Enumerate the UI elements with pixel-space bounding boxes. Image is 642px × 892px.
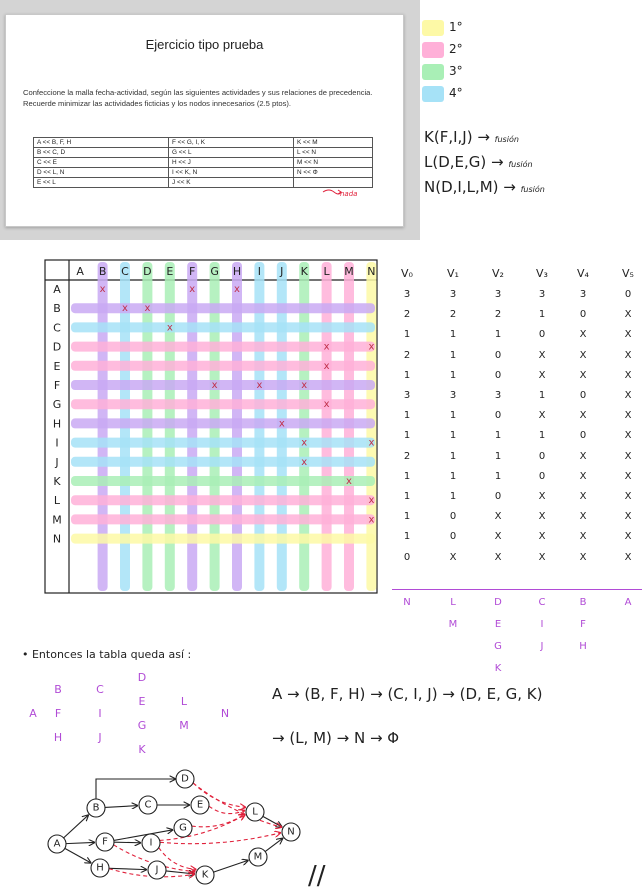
precedence-row: [34, 158, 373, 168]
column-header: D: [143, 265, 152, 278]
row-strip: [71, 322, 375, 332]
fusion-note: [424, 128, 519, 146]
v-cell: 1: [494, 470, 502, 482]
v-cell: 0: [538, 470, 546, 482]
v-cell: 1: [403, 410, 411, 422]
v-cell: 1: [538, 309, 546, 321]
v-cell: 3: [494, 390, 502, 401]
v-cell: 0: [494, 410, 502, 422]
row-header: L: [53, 494, 61, 508]
precedence-mark: x: [278, 418, 285, 430]
row-header: C: [53, 321, 61, 335]
legend-label: 1°: [449, 20, 463, 34]
precedence-mark: x: [144, 303, 151, 315]
network-edge: [166, 871, 194, 874]
precedence-mark: x: [368, 341, 375, 353]
v-footer-activity: L: [450, 597, 456, 608]
v-cell: 1: [449, 491, 457, 502]
v-cell: X: [579, 450, 587, 462]
v-cell: X: [624, 450, 632, 462]
column-header: F: [189, 265, 196, 278]
v-header: V₃: [536, 267, 548, 280]
precedence-mark: x: [301, 437, 308, 449]
network-node-label: I: [149, 837, 153, 849]
legend-swatch: [422, 86, 444, 102]
v-cell: 1: [403, 430, 411, 442]
v-cell: 0: [538, 329, 546, 341]
v-cell: X: [624, 390, 632, 401]
v-cell: 2: [403, 450, 411, 462]
network-node-label: J: [155, 864, 159, 876]
network-node-label: K: [201, 869, 209, 881]
precedence-mark: x: [122, 303, 128, 315]
precedence-cell: N << Φ: [294, 168, 373, 178]
v-cell: X: [624, 430, 632, 442]
row-strip: [71, 418, 375, 428]
v-cell: 1: [403, 369, 411, 381]
slide-instructions: Confeccione la malla fecha-actividad, según las siguientes actividades y sus relaciones de precedencia. Recuerde minimizar las actividades ficticias y los nodos innecesarios (2.5 ptos).: [23, 88, 373, 108]
precedence-cell: B << C, D: [34, 148, 169, 158]
precedence-cell: I << K, N: [169, 168, 294, 178]
row-strip: [71, 476, 375, 486]
precedence-mark: x: [368, 495, 375, 507]
precedence-mark: x: [166, 322, 173, 334]
v-cell: X: [624, 531, 632, 543]
network-node-label: A: [53, 838, 61, 850]
column-header: G: [210, 265, 219, 278]
network-edge: [192, 814, 244, 826]
v-cell: 0: [449, 511, 457, 523]
network-node-label: D: [181, 773, 189, 785]
network-edge: [214, 861, 248, 873]
legend-swatch: [422, 42, 444, 58]
v-cell: 1: [494, 329, 502, 341]
column-header: E: [166, 265, 174, 278]
v-cell: X: [538, 491, 546, 502]
slide-frame: [0, 0, 420, 240]
column-header: N: [367, 265, 376, 278]
v-header: V₄: [577, 267, 589, 280]
column-header: M: [344, 265, 354, 278]
v-cell: 1: [403, 531, 411, 543]
arrow-icon: [322, 188, 342, 196]
v-cell: X: [494, 511, 502, 523]
v-cell: 3: [403, 390, 411, 401]
v-footer-activity: J: [540, 641, 544, 652]
precedence-mark: x: [99, 284, 106, 295]
legend-label: 4°: [449, 86, 463, 100]
v-footer-activity: C: [538, 597, 546, 608]
v-cell: 0: [494, 491, 502, 502]
fusion-note: [424, 178, 545, 196]
precedence-cell: [294, 178, 373, 188]
legend-swatch: [422, 64, 444, 80]
precedence-cell: K << M: [294, 138, 373, 148]
row-header: K: [53, 475, 61, 488]
network-node-label: E: [196, 799, 204, 811]
level-activity: L: [180, 695, 188, 708]
column-header: L: [323, 265, 330, 278]
level-activity: A: [29, 707, 37, 720]
v-cell: 3: [494, 289, 502, 300]
v-cell: X: [579, 369, 587, 381]
v-footer-activity: N: [403, 597, 411, 608]
v-cell: X: [579, 531, 587, 543]
v-cell: 3: [538, 289, 546, 300]
level-activity: K: [138, 743, 146, 756]
level-activity: E: [138, 695, 146, 708]
v-cell: X: [538, 369, 546, 381]
v-cell: X: [538, 511, 546, 523]
v-cell: 1: [403, 470, 411, 482]
level-activity: I: [98, 707, 102, 720]
network-edge: [65, 848, 91, 862]
precedence-cell: C << E: [34, 158, 169, 168]
v-cell: 1: [449, 430, 457, 442]
row-strip: [71, 495, 375, 505]
row-header: H: [52, 417, 62, 431]
network-node-label: B: [92, 802, 100, 814]
network-edge: [265, 839, 282, 852]
v-cell: 1: [494, 450, 502, 462]
level-activity: J: [98, 731, 102, 744]
level-activity: D: [137, 671, 147, 684]
v-footer-activity: G: [494, 641, 502, 652]
column-header: J: [280, 265, 284, 278]
v-footer-activity: I: [540, 619, 544, 630]
precedence-row: [34, 168, 373, 178]
column-header: C: [121, 265, 129, 278]
fusion-note-text: L(D,E,G) →: [424, 153, 509, 171]
network-edge: [64, 815, 88, 837]
fusion-note-tag: fusión: [508, 160, 533, 169]
row-header: E: [53, 359, 61, 373]
slide: [5, 14, 404, 227]
precedence-cell: F << G, I, K: [169, 138, 294, 148]
v-cell: 3: [579, 289, 587, 300]
v-cell: X: [579, 470, 587, 482]
activity-network: [0, 760, 642, 892]
row-header: G: [52, 398, 62, 412]
v-footer-activity: A: [624, 597, 632, 608]
v-cell: 0: [449, 531, 457, 543]
v-cell: X: [579, 551, 587, 563]
network-node-label: M: [253, 851, 263, 863]
v-cell: 2: [403, 309, 411, 321]
v-cell: 2: [494, 309, 502, 321]
v-cell: X: [538, 551, 546, 563]
v-cell: 0: [494, 369, 502, 381]
precedence-cell: A << B, F, H: [34, 138, 169, 148]
precedence-mark: x: [368, 437, 375, 449]
v-cell: 0: [403, 551, 411, 563]
precedence-cell: J << K: [169, 178, 294, 188]
v-cell: X: [538, 349, 546, 361]
precedence-mark: x: [256, 380, 263, 391]
precedence-mark: x: [234, 284, 240, 295]
network-node-label: F: [102, 836, 108, 848]
precedence-cell: D << L, N: [34, 168, 169, 178]
v-cell: 0: [579, 430, 587, 442]
precedence-row: [34, 138, 373, 148]
column-header: H: [232, 265, 242, 278]
precedence-mark: x: [189, 284, 196, 295]
legend-label: 2°: [449, 42, 463, 56]
sequence-line-1: A → (B, F, H) → (C, I, J) → (D, E, G, K): [272, 685, 543, 703]
precedence-table: [33, 137, 373, 188]
v-cell: X: [624, 309, 632, 321]
v-cell: 1: [449, 329, 457, 341]
level-activity: F: [54, 707, 62, 720]
precedence-mark: x: [323, 399, 330, 411]
v-cell: X: [579, 329, 587, 341]
v-cell: X: [579, 491, 587, 502]
v-footer-activity: F: [580, 619, 586, 630]
v-cell: 2: [449, 309, 457, 321]
v-cell: 0: [579, 309, 587, 321]
v-footer-activity: D: [494, 597, 502, 608]
v-cell: 0: [538, 450, 546, 462]
v-cell: X: [579, 349, 587, 361]
precedence-mark: x: [211, 380, 218, 391]
level-activity: G: [137, 719, 147, 732]
row-header: M: [52, 513, 62, 527]
fusion-note-text: K(F,I,J) →: [424, 128, 495, 146]
v-footer-activity: H: [579, 641, 587, 652]
v-cell: X: [449, 551, 457, 563]
legend-label: 3°: [449, 64, 463, 78]
row-strip: [71, 438, 375, 448]
v-cell: 1: [403, 511, 411, 523]
slide-title: Ejercicio tipo prueba: [145, 37, 264, 52]
level-activity: M: [179, 719, 189, 732]
level-activity: C: [96, 683, 104, 696]
v-cell: X: [624, 511, 632, 523]
v-cell: X: [624, 470, 632, 482]
precedence-cell: L << N: [294, 148, 373, 158]
fusion-note-text: N(D,I,L,M) →: [424, 178, 521, 196]
fusion-note-tag: fusión: [520, 185, 545, 194]
v-cell: 2: [403, 349, 411, 361]
v-header: V₅: [622, 267, 634, 280]
precedence-cell: G << L: [169, 148, 294, 158]
precedence-mark: x: [323, 360, 330, 372]
v-cell: 1: [449, 470, 457, 482]
row-header: J: [55, 455, 59, 469]
nada-annotation: nada: [340, 190, 358, 198]
network-edge: [114, 842, 140, 843]
column-header: K: [300, 265, 308, 278]
network-node-label: N: [287, 826, 295, 838]
precedence-row: [34, 178, 373, 188]
v-header: V₁: [447, 267, 459, 280]
column-header: A: [76, 265, 84, 278]
precedence-mark: x: [323, 341, 330, 353]
row-strip: [71, 303, 375, 313]
v-cell: X: [538, 410, 546, 422]
precedence-cell: E << L: [34, 178, 169, 188]
v-cell: 3: [403, 289, 411, 300]
v-cell: 3: [449, 289, 457, 300]
v-cell: 1: [403, 329, 411, 341]
v-footer-activity: K: [494, 663, 502, 674]
v-cell: 1: [449, 410, 457, 422]
column-header: B: [98, 265, 107, 278]
precedence-row: [34, 148, 373, 158]
sequence-line-2: → (L, M) → N → Φ: [272, 729, 400, 747]
precedence-mark: x: [346, 476, 352, 487]
row-header: N: [52, 532, 62, 546]
network-edge: [105, 806, 137, 808]
network-edge: [263, 816, 282, 826]
network-edge: [209, 806, 244, 813]
v-cell: 3: [449, 390, 457, 401]
v-cell: 0: [624, 289, 632, 300]
network-node-label: H: [96, 862, 104, 874]
v-cell: X: [494, 531, 502, 543]
network-node-label: G: [179, 822, 187, 834]
precedence-mark: x: [301, 456, 308, 468]
v-cell: X: [624, 491, 632, 502]
v-cell: 1: [538, 390, 546, 401]
fusion-note: [424, 153, 533, 171]
v-cell: X: [579, 410, 587, 422]
v-cell: 1: [403, 491, 411, 502]
precedence-matrix: [0, 250, 390, 600]
conclusion-text: • Entonces la tabla queda así :: [22, 648, 192, 661]
network-edge: [109, 868, 146, 869]
v-cell: X: [579, 511, 587, 523]
network-edge: [66, 842, 94, 843]
level-activity: H: [53, 731, 63, 744]
v-cell: 1: [538, 430, 546, 442]
row-header: A: [53, 283, 61, 296]
precedence-cell: M << N: [294, 158, 373, 168]
precedence-mark: x: [301, 380, 308, 391]
v-footer-activity: M: [448, 619, 458, 630]
row-strip: [71, 457, 375, 467]
v-header: V₂: [492, 267, 504, 280]
end-mark: //: [308, 861, 326, 891]
column-header: I: [257, 265, 262, 278]
v-cell: X: [624, 551, 632, 563]
v-cell: X: [624, 369, 632, 381]
row-strip: [71, 534, 375, 544]
v-footer-activity: B: [579, 597, 587, 608]
v-cell: 1: [494, 430, 502, 442]
row-strip: [71, 380, 375, 390]
v-cell: X: [494, 551, 502, 563]
v-footer-activity: E: [494, 619, 502, 630]
v-cell: X: [624, 349, 632, 361]
v-cell: 1: [449, 450, 457, 462]
row-header: I: [55, 436, 59, 450]
network-edge: [160, 815, 245, 840]
v-cell: 0: [579, 390, 587, 401]
network-edge: [96, 779, 175, 799]
v-cell: X: [538, 531, 546, 543]
v-cell: X: [624, 410, 632, 422]
fusion-note-tag: fusión: [494, 135, 519, 144]
network-node-label: C: [144, 799, 152, 811]
v-table-divider: [392, 589, 642, 590]
row-header: F: [53, 379, 61, 392]
row-strip: [71, 514, 375, 524]
v-cell: 1: [449, 349, 457, 361]
level-activity: B: [54, 683, 62, 696]
v-cell: 1: [449, 369, 457, 381]
precedence-cell: H << J: [169, 158, 294, 168]
legend-swatch: [422, 20, 444, 36]
row-header: D: [52, 340, 62, 354]
precedence-mark: x: [368, 514, 375, 526]
row-header: B: [53, 302, 61, 316]
v-cell: 0: [494, 349, 502, 361]
v-cell: X: [624, 329, 632, 341]
level-activity: N: [220, 707, 230, 720]
v-header: V₀: [401, 267, 413, 280]
network-node-label: L: [252, 806, 258, 818]
